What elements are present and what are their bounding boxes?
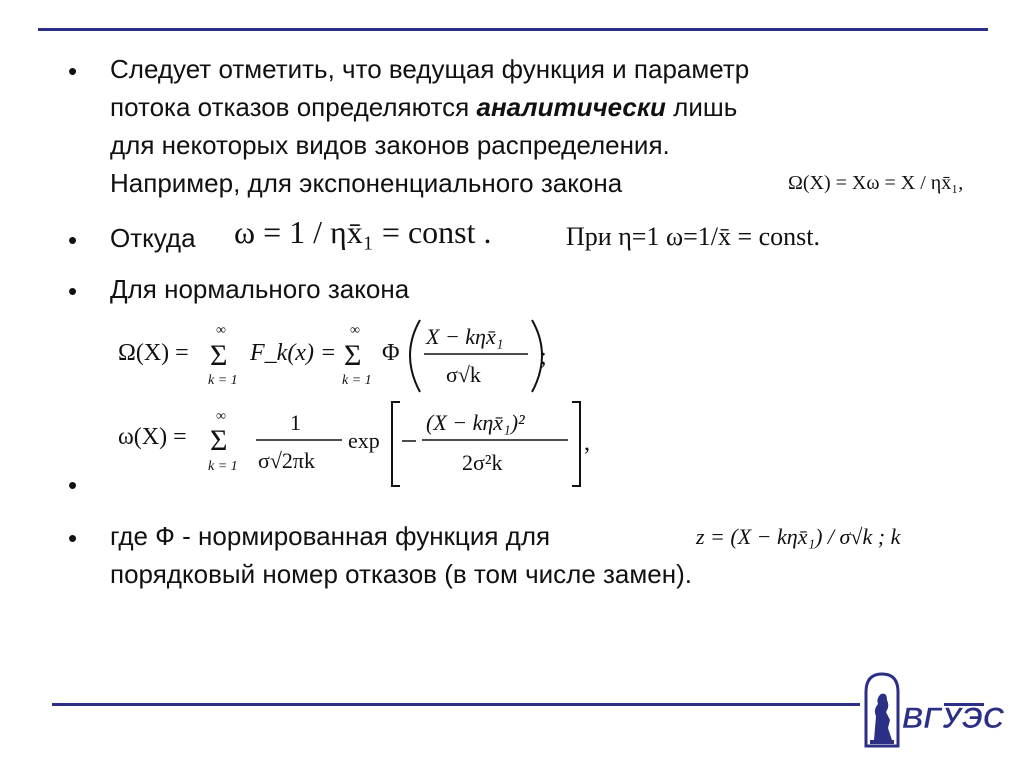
bullet-5-line-1: где Ф - нормированная функция для bbox=[110, 521, 551, 551]
bottom-divider bbox=[52, 703, 860, 706]
formula-eta-one: При η=1 ω=1/x̄ = const. bbox=[566, 222, 820, 251]
formula-normal-Omega-lhs: Ω(X) = bbox=[118, 340, 189, 366]
formula-normal-Fk: F_k(x) = bbox=[250, 340, 337, 366]
formula-exponential-omega: Ω(X) = Xω = X / ηx̄₁, bbox=[788, 172, 964, 194]
formula-sum-sign: Σ bbox=[210, 424, 228, 457]
formula-omega-const: ω = 1 / ηx̄₁ = const . bbox=[234, 214, 492, 250]
bullet-2-text: Откуда bbox=[110, 223, 196, 253]
top-divider bbox=[38, 28, 988, 31]
bullet-3-text: Для нормального закона bbox=[110, 274, 410, 304]
bullet-1-line-2 bbox=[110, 88, 737, 126]
bullet-5-line-2: порядковый номер отказов (в том числе замен). bbox=[110, 559, 692, 589]
formula-semicolon: ; bbox=[540, 344, 547, 370]
formula-right-bracket bbox=[572, 402, 580, 486]
formula-sum-bottom: k = 1 bbox=[208, 459, 238, 474]
formula-sum-bottom: k = 1 bbox=[208, 373, 238, 388]
bullet-marker: • bbox=[68, 523, 78, 553]
formula-phi: Φ bbox=[382, 340, 400, 366]
formula-sum-top: ∞ bbox=[216, 323, 226, 338]
formula-left-paren bbox=[410, 320, 420, 392]
bullet-1-emphasis: аналитически bbox=[476, 92, 666, 122]
formula-normal-law bbox=[110, 310, 600, 500]
bullet-marker: • bbox=[68, 56, 78, 86]
formula-Omega-denominator: σ√k bbox=[446, 362, 481, 387]
formula-Omega-numerator: X − kηx̄₁ bbox=[426, 324, 504, 349]
formula-comma: , bbox=[584, 430, 590, 456]
bullet-1-line-2-start: потока отказов определяются bbox=[110, 92, 470, 122]
university-logo-text: ВГУЭС bbox=[902, 702, 1006, 735]
formula-omega-den2: 2σ²k bbox=[462, 450, 503, 475]
formula-sum-top: ∞ bbox=[350, 323, 360, 338]
formula-sum-sign: Σ bbox=[210, 339, 228, 372]
formula-left-bracket bbox=[392, 402, 400, 486]
formula-omega-den1: σ√2πk bbox=[258, 448, 316, 473]
bullet-1-line-3: для некоторых видов законов распределения. bbox=[110, 130, 670, 160]
formula-sum-sign: Σ bbox=[344, 339, 362, 372]
formula-z: z = (X − kηx̄₁) / σ√k ; k bbox=[696, 524, 901, 549]
formula-omega-num2: (X − kηx̄₁)² bbox=[426, 410, 525, 435]
bullet-marker: • bbox=[68, 276, 78, 306]
bullet-1-line-2-end: лишь bbox=[673, 92, 738, 122]
formula-sum-bottom: k = 1 bbox=[342, 373, 372, 388]
formula-omega-num1: 1 bbox=[290, 410, 301, 435]
bullet-marker: • bbox=[68, 225, 78, 255]
bullet-marker: • bbox=[68, 470, 78, 500]
formula-normal-omega-lhs: ω(X) = bbox=[118, 424, 187, 450]
bullet-1-line-4: Например, для экспоненциального закона bbox=[110, 168, 623, 198]
formula-sum-top: ∞ bbox=[216, 409, 226, 424]
bullet-1-line-1: Следует отметить, что ведущая функция и параметр bbox=[110, 54, 750, 84]
university-logo bbox=[860, 670, 1008, 748]
formula-exp: exp bbox=[348, 428, 380, 453]
